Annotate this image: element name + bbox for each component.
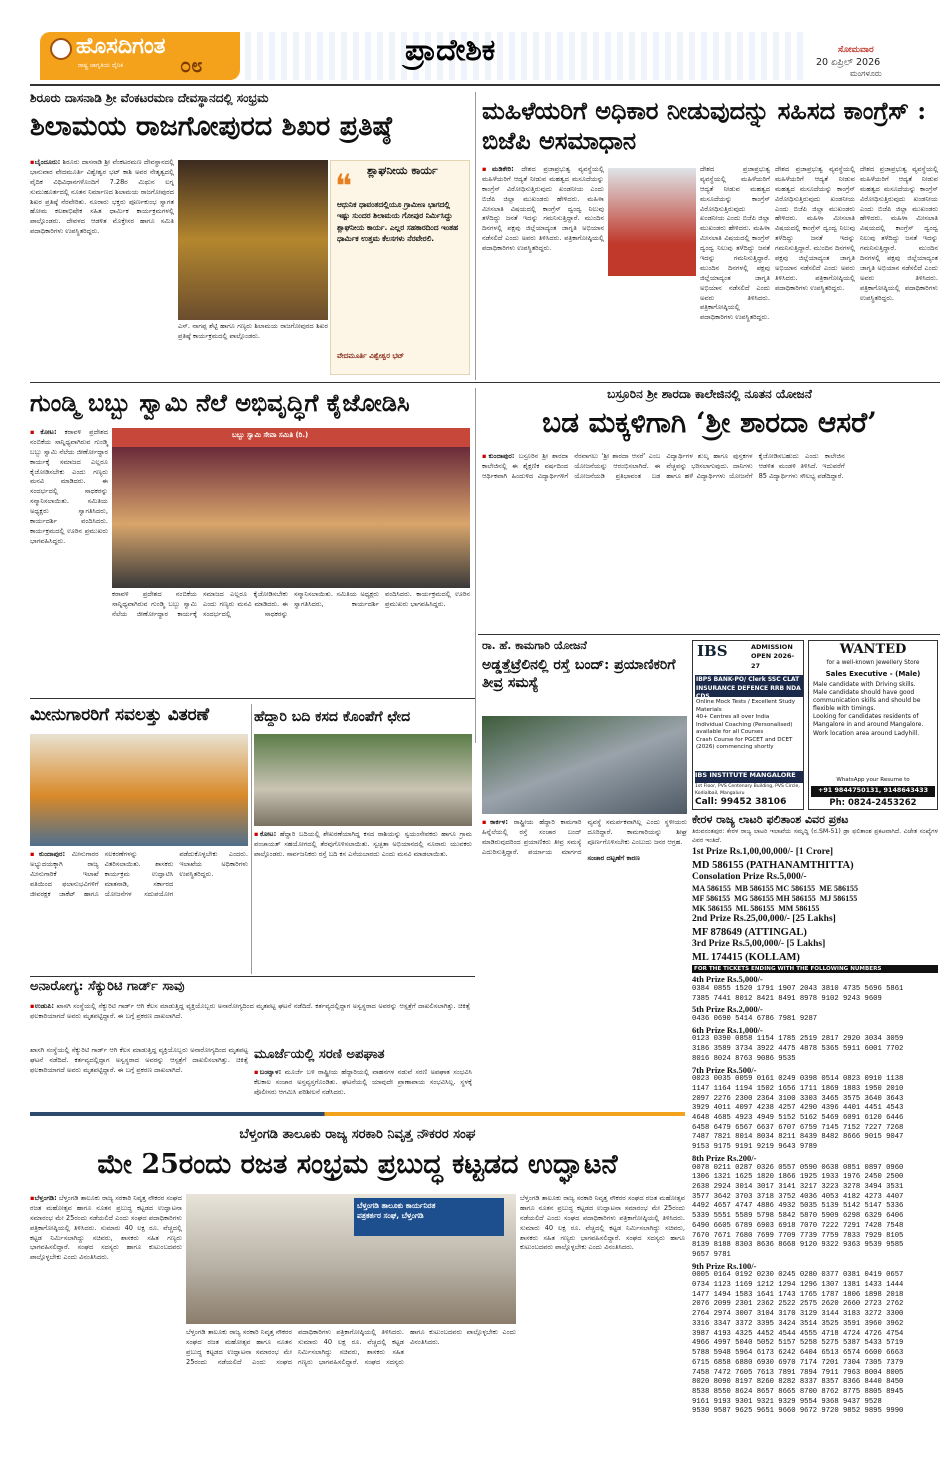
story3-text: ಕರಾವಳಿ ಪ್ರದೇಶದ ನಂಬಿಕೆಯ ಸಾನ್ನಿಧ್ಯವಾಗಿರುವ ಗುಂಡ್ಮಿ ಬಬ್ಬು ಸ್ವಾಮಿ ನೆಲೆಯ ಜೀರ್ಣೋದ್ಧಾರ ಕಾರ್ಯಕ್ಕೆ ಸಮಾಜದ ಎಲ್ಲರೂ ಕೈಜೋಡಿಸಬೇಕು ಎಂದು ಗಣ್ಯರು ಮನವಿ ಮಾಡಿದರು. ಈ ಸಂದರ್ಭದಲ್ಲಿ ಸಾಧಕರನ್ನು ಸನ್ಮಾನಿಸಲಾಯಿತು. ಸಮಿತಿಯ ಅಧ್ಯಕ್ಷರು ಸ್ವಾಗತಿಸಿದರು, ಕಾರ್ಯದರ್ಶಿ ವಂದಿಸಿದರು. ಕಾರ್ಯಕ್ರಮದಲ್ಲಿ ಊರಿನ ಪ್ರಮುಖರು ಭಾಗವಹಿಸಿದ್ದರು. — [30, 428, 108, 545]
ad-ibs-address: 1st Floor, PVS Centenary Building, PVS Circle, Kodialbail, Mangaluru — [695, 784, 800, 796]
story7-subhead: ಸಂಚಾರ ದಟ್ಟಣೆಗೆ ಕಾರಣ — [587, 853, 640, 862]
story6-dateline: ಕೋಟ: — [259, 830, 277, 838]
story10-body: ▪ಬೆಳ್ತಂಗಡಿ: ಬೆಳ್ತಂಗಡಿ ತಾಲೂಕು ರಾಜ್ಯ ಸರಕಾರಿ ನಿವೃತ್ತ ನೌಕರರ ಸಂಘದ ರಜತ ಮಹೋತ್ಸವ ಹಾಗೂ ನೂತನ ಪ್ರಬುದ್ಧ ಕಟ್ಟಡದ ಉದ್ಘಾಟನಾ ಸಮಾರಂಭ ಮೇ 25ರಂದು ನಡೆಯಲಿದೆ ಎಂದು ಸಂಘದ ಪದಾಧಿಕಾರಿಗಳು ಪತ್ರಿಕಾಗೋಷ್ಠಿಯಲ್ಲಿ ತಿಳಿಸಿದರು. ಸುಮಾರು 40 ಲಕ್ಷ ರೂ. ವೆಚ್ಚದಲ್ಲಿ ಕಟ್ಟಡ ನಿರ್ಮಿಸಲಾಗಿದ್ದು ಸಚಿವರು, ಶಾಸಕರು ಸಹಿತ ಗಣ್ಯರು ಭಾಗವಹಿಸಲಿದ್ದಾರೆ. ಸಂಘದ ಸದಸ್ಯರು ಹಾಗೂ ಕುಟುಂಬದವರು ಪಾಲ್ಗೊಳ್ಳಬೇಕು ಎಂದು ವಿನಂತಿಸಿದರು. — [30, 1194, 182, 1262]
story9-body: ▪ಬಂಟ್ವಾಳ: ಮೂರ್ಜೆ ಬಳಿ ರಾಷ್ಟ್ರೀಯ ಹೆದ್ದಾರಿಯಲ್ಲಿ ವಾಹನಗಳ ನಡುವೆ ಸರಣಿ ಅಪಘಾತ ಸಂಭವಿಸಿ ಕೆಲಕಾಲ ಸಂಚಾರ ಅಸ್ತವ್ಯಸ್ತಗೊಂಡಿತು. ಘಟನೆಯಲ್ಲಿ ಯಾವುದೇ ಪ್ರಾಣಾಪಾಯ ಸಂಭವಿಸಿಲ್ಲ. ಸ್ಥಳಕ್ಕೆ ಪೊಲೀಸರು ಆಗಮಿಸಿ ಪರಿಶೀಲನೆ ನಡೆಸಿದರು. — [254, 1068, 472, 1096]
story1-caption: ಎಸ್. ನಾಗಪ್ಪ ಶೆಟ್ಟಿ ಹಾಗೂ ಗಣ್ಯರು ಶಿಲಾಮಯ ರಾಜಗೋಪುರದ ಶಿಖರ ಪ್ರತಿಷ್ಠೆ ಕಾರ್ಯಕ್ರಮದಲ್ಲಿ ಪಾಲ್ಗೊಂಡರು. — [178, 322, 328, 340]
story5-headline: ಮೀನುಗಾರರಿಗೆ ಸವಲತ್ತು ವಿತರಣೆ — [30, 705, 210, 725]
story10-body-3: ಬೆಳ್ತಂಗಡಿ ತಾಲೂಕು ರಾಜ್ಯ ಸರಕಾರಿ ನಿವೃತ್ತ ನೌಕರರ ಸಂಘದ ರಜತ ಮಹೋತ್ಸವ ಹಾಗೂ ನೂತನ ಪ್ರಬುದ್ಧ ಕಟ್ಟಡದ ಉದ್ಘಾಟನಾ ಸಮಾರಂಭ ಮೇ 25ರಂದು ನಡೆಯಲಿದೆ ಎಂದು ಸಂಘದ ಪದಾಧಿಕಾರಿಗಳು ಪತ್ರಿಕಾಗೋಷ್ಠಿಯಲ್ಲಿ ತಿಳಿಸಿದರು. ಸುಮಾರು 40 ಲಕ್ಷ ರೂ. ವೆಚ್ಚದಲ್ಲಿ ಕಟ್ಟಡ ನಿರ್ಮಿಸಲಾಗಿದ್ದು ಸಚಿವರು, ಶಾಸಕರು ಸಹಿತ ಗಣ್ಯರು ಭಾಗವಹಿಸಲಿದ್ದಾರೆ. ಸಂಘದ ಸದಸ್ಯರು ಹಾಗೂ ಕುಟುಂಬದವರು ಪಾಲ್ಗೊಳ್ಳಬೇಕು ಎಂದು ವಿನಂತಿಸಿದರು. — [520, 1194, 685, 1252]
story7-dateline: ಕಾರ್ಕಳ: — [490, 818, 508, 826]
rule-4 — [30, 976, 475, 977]
story3-body: ▪ಕೋಟ: ಕರಾವಳಿ ಪ್ರದೇಶದ ನಂಬಿಕೆಯ ಸಾನ್ನಿಧ್ಯವಾಗಿರುವ ಗುಂಡ್ಮಿ ಬಬ್ಬು ಸ್ವಾಮಿ ನೆಲೆಯ ಜೀರ್ಣೋದ್ಧಾರ ಕಾರ್ಯಕ್ಕೆ ಸಮಾಜದ ಎಲ್ಲರೂ ಕೈಜೋಡಿಸಬೇಕು ಎಂದು ಗಣ್ಯರು ಮನವಿ ಮಾಡಿದರು. ಈ ಸಂದರ್ಭದಲ್ಲಿ ಸಾಧಕರನ್ನು ಸನ್ಮಾನಿಸಲಾಯಿತು. ಸಮಿತಿಯ ಅಧ್ಯಕ್ಷರು ಸ್ವಾಗತಿಸಿದರು, ಕಾರ್ಯದರ್ಶಿ ವಂದಿಸಿದರು. ಕಾರ್ಯಕ್ರಮದಲ್ಲಿ ಊರಿನ ಪ್ರಮುಖರು ಭಾಗವಹಿಸಿದ್ದರು. — [30, 428, 108, 545]
story3-photo — [112, 428, 470, 588]
ad-ibs-phone[interactable]: Call: 99452 38106 — [695, 797, 787, 807]
story6-text: ಹೆದ್ದಾರಿ ಬದಿಯಲ್ಲಿ ಶೇಖರಣೆಯಾಗಿದ್ದ ಕಸದ ರಾಶಿಯನ್ನು ಸ್ವಯಂಸೇವಕರು ಹಾಗೂ ಗ್ರಾಮ ಪಂಚಾಯತ್ ಸಹಯೋಗದಲ್ಲಿ ತೆರವುಗೊಳಿಸಲಾಯಿತು. ಸ್ವಚ್ಛತಾ ಅಭಿಯಾನದಲ್ಲಿ ನೂರಾರು ಯುವಕರು ಪಾಲ್ಗೊಂಡರು. ಸಾರ್ವಜನಿಕರು ರಸ್ತೆ ಬದಿ ಕಸ ಎಸೆಯಬಾರದು ಎಂದು ಮನವಿ ಮಾಡಲಾಯಿತು. — [254, 830, 472, 858]
story2-text: ದೇಶದ ಪ್ರಜಾಪ್ರಭುತ್ವ ವ್ಯವಸ್ಥೆಯಲ್ಲಿ ಮಹಿಳೆಯರಿಗೆ ಆದ್ಯತೆ ನೀಡುವ ಮಹತ್ವದ ಮಸೂದೆಯನ್ನು ಕಾಂಗ್ರೆಸ್ ವಿರೋಧಿಸುತ್ತಿರುವುದು ಖಂಡನೀಯ ಎಂದು ಬಿಜೆಪಿ ಜಿಲ್ಲಾ ಮುಖಂಡರು ಹೇಳಿದರು. ಮಹಿಳಾ ಮೀಸಲಾತಿ ವಿಷಯದಲ್ಲಿ ಕಾಂಗ್ರೆಸ್ ದ್ವಂದ್ವ ನಿಲುವು ತಳೆದಿದ್ದು ಜನತೆ ಇದನ್ನು ಗಮನಿಸುತ್ತಿದ್ದಾರೆ. ಮುಂದಿನ ದಿನಗಳಲ್ಲಿ ಪಕ್ಷವು ಜಿಲ್ಲೆಯಾದ್ಯಂತ ಜಾಗೃತಿ ಅಭಿಯಾನ ನಡೆಸಲಿದೆ ಎಂದು ಅವರು ತಿಳಿಸಿದರು. ಪತ್ರಿಕಾಗೋಷ್ಠಿಯಲ್ಲಿ ಪದಾಧಿಕಾರಿಗಳು ಉಪಸ್ಥಿತರಿದ್ದರು. — [482, 165, 604, 253]
story6-photo — [254, 734, 472, 826]
story1-headline: ಶಿಲಾಮಯ ರಾಜಗೋಪುರದ ಶಿಖರ ಪ್ರತಿಷ್ಠೆ — [30, 111, 392, 142]
story8-headline: ಅನಾರೋಗ್ಯ: ಸೆಕ್ಯುರಿಟಿ ಗಾರ್ಡ್ ಸಾವು — [30, 979, 185, 994]
story2-body-col1: ▪ಮಡಿಕೇರಿ: ದೇಶದ ಪ್ರಜಾಪ್ರಭುತ್ವ ವ್ಯವಸ್ಥೆಯಲ್ಲಿ ಮಹಿಳೆಯರಿಗೆ ಆದ್ಯತೆ ನೀಡುವ ಮಹತ್ವದ ಮಸೂದೆಯನ್ನು ಕಾಂಗ್ರೆಸ್ ವಿರೋಧಿಸುತ್ತಿರುವುದು ಖಂಡನೀಯ ಎಂದು ಬಿಜೆಪಿ ಜಿಲ್ಲಾ ಮುಖಂಡರು ಹೇಳಿದರು. ಮಹಿಳಾ ಮೀಸಲಾತಿ ವಿಷಯದಲ್ಲಿ ಕಾಂಗ್ರೆಸ್ ದ್ವಂದ್ವ ನಿಲುವು ತಳೆದಿದ್ದು ಜನತೆ ಇದನ್ನು ಗಮನಿಸುತ್ತಿದ್ದಾರೆ. ಮುಂದಿನ ದಿನಗಳಲ್ಲಿ ಪಕ್ಷವು ಜಿಲ್ಲೆಯಾದ್ಯಂತ ಜಾಗೃತಿ ಅಭಿಯಾನ ನಡೆಸಲಿದೆ ಎಂದು ಅವರು ತಿಳಿಸಿದರು. ಪತ್ರಿಕಾಗೋಷ್ಠಿಯಲ್ಲಿ ಪದಾಧಿಕಾರಿಗಳು ಉಪಸ್ಥಿತರಿದ್ದರು. — [482, 165, 604, 253]
ad-wanted-role: Sales Executive - (Male) — [825, 670, 921, 678]
story1-body: ▪ಬೈಂದೂರು: ಶಿರೂರು ದಾಸನಾಡಿ ಶ್ರೀ ವೆಂಕಟರಮಣ ದೇವಸ್ಥಾನದಲ್ಲಿ ಭಾನುವಾರ ವೇದಮೂರ್ತಿ ವಿಶ್ವೇಶ್ವರ ಭಟ್ ಕಾಶಿ ಅವರ ನೇತೃತ್ವದಲ್ಲಿ ವೈದಿಕ ವಿಧಿವಿಧಾನಗಳೊಂದಿಗೆ 7.28ರ ಮಿಥುನ ಲಗ್ನ ಸುಮುಹೂರ್ತದಲ್ಲಿ ನೂತನ ನಿರ್ಮಾಣದ ಶಿಲಾಮಯ ರಾಜಗೋಪುರದ ಶಿಖರ ಪ್ರತಿಷ್ಠೆ ನೆರವೇರಿತು. ನೂರಾರು ಭಕ್ತರು ಪೂರ್ಣಕುಂಭ ಸ್ವಾಗತ ಹೋಮ ಕಲಶಾಭಿಷೇಕ ಸಹಿತ ಧಾರ್ಮಿಕ ಕಾರ್ಯಕ್ರಮಗಳಲ್ಲಿ ಪಾಲ್ಗೊಂಡರು. ದೇವಳದ ಆಡಳಿತ ಮೊಕ್ತೇಸರ ಹಾಗೂ ಸಮಿತಿ ಪದಾಧಿಕಾರಿಗಳು ಉಪಸ್ಥಿತರಿದ್ದರು. — [30, 158, 174, 236]
logo: ಹೊಸದಿಗಂತ — [76, 33, 166, 59]
col-divider-low — [251, 704, 252, 974]
lottery-title: ಕೇರಳ ರಾಜ್ಯ ಲಾಟರಿ ಫಲಿತಾಂಶ ವಿವರ ಪ್ರಕಟ — [692, 813, 849, 826]
story3-headline: ಗುಂಡ್ಮಿ ಬಬ್ಬು ಸ್ವಾಮಿ ನೆಲೆ ಅಭಿವೃದ್ಧಿಗೆ ಕೈಜೋಡಿಸಿ — [30, 388, 410, 417]
masthead-rule — [30, 84, 940, 86]
ad-wanted-title: WANTED — [839, 642, 907, 657]
story5-text: ಮೀನುಗಾರರ ಅಭ್ಯುದಯಕ್ಕಾಗಿ ರಾಜ್ಯ ಮೀನುಗಾರಿಕೆ ಇಲಾಖೆ ವತಿಯಿಂದ ಫಲಾನುಭವಿಗಳಿಗೆ ಜೀವರಕ್ಷಕ ಜಾಕೆಟ್ ಹಾಗೂ ಸಲಕರಣೆಗಳನ್ನು ವಿತರಿಸಲಾಯಿತು. ಶಾಸಕರು ಕಾರ್ಯಕ್ರಮ ಉದ್ಘಾಟಿಸಿ ಮಾತನಾಡಿ, ಸರ್ಕಾರದ ಯೋಜನೆಗಳ ಸದುಪಯೋಗ ಪಡೆದುಕೊಳ್ಳಬೇಕು ಎಂದರು. ಇಲಾಖೆಯ ಅಧಿಕಾರಿಗಳು ಉಪಸ್ಥಿತರಿದ್ದರು. — [30, 850, 248, 898]
lottery-fifth: 5th Prize Rs.2,000/- — [692, 1004, 763, 1015]
story2-dateline: ಮಡಿಕೇರಿ: — [492, 165, 514, 173]
place: ಮಂಗಳೂರು — [850, 69, 882, 78]
lottery-first-no: MD 586155 (PATHANAMTHITTA) — [692, 860, 854, 872]
ad-wanted-numbers[interactable]: +91 9844750131, 9148643433 — [811, 786, 935, 797]
story10-kicker: ಬೆಳ್ತಂಗಡಿ ತಾಲೂಕು ರಾಜ್ಯ ಸರಕಾರಿ ನಿವೃತ್ತ ನೌಕರರ ಸಂಘ — [239, 1127, 476, 1142]
date: 20 ಏಪ್ರಿಲ್ 2026 — [816, 57, 881, 68]
lottery-consolation: Consolation Prize Rs.5,000/- — [692, 872, 807, 883]
ad-ibs-point: Online Mock Tests / Excellent Study Materials — [696, 699, 796, 713]
story7-text: ರಾಷ್ಟ್ರೀಯ ಹೆದ್ದಾರಿ ಕಾಮಗಾರಿ ಹಿನ್ನೆಲೆಯಲ್ಲಿ ರಸ್ತೆ ಸಂಚಾರ ಬಂದ್ ಮಾಡಿರುವುದರಿಂದ ಪ್ರಯಾಣಿಕರು ತೀವ್ರ ಸಮಸ್ಯೆ ಎದುರಿಸುತ್ತಿದ್ದಾರೆ. ಪರ್ಯಾಯ ಮಾರ್ಗದ ವ್ಯವಸ್ಥೆ ಸಮರ್ಪಕವಾಗಿಲ್ಲ ಎಂದು ಸ್ಥಳೀಯರು ದೂರಿದ್ದಾರೆ. ಕಾಮಗಾರಿಯನ್ನು ಶೀಘ್ರ ಪೂರ್ಣಗೊಳಿಸಬೇಕು ಎಂಬುದು ಜನರ ಆಗ್ರಹ. — [482, 818, 687, 856]
masthead — [0, 0, 945, 86]
lottery-box — [692, 813, 938, 1416]
ad-wanted[interactable] — [808, 640, 938, 810]
col-divider-top — [475, 92, 476, 380]
story5-body: ▪ಕುಂದಾಪುರ: ಮೀನುಗಾರರ ಅಭ್ಯುದಯಕ್ಕಾಗಿ ರಾಜ್ಯ ಮೀನುಗಾರಿಕೆ ಇಲಾಖೆ ವತಿಯಿಂದ ಫಲಾನುಭವಿಗಳಿಗೆ ಜೀವರಕ್ಷಕ ಜಾಕೆಟ್ ಹಾಗೂ ಸಲಕರಣೆಗಳನ್ನು ವಿತರಿಸಲಾಯಿತು. ಶಾಸಕರು ಕಾರ್ಯಕ್ರಮ ಉದ್ಘಾಟಿಸಿ ಮಾತನಾಡಿ, ಸರ್ಕಾರದ ಯೋಜನೆಗಳ ಸದುಪಯೋಗ ಪಡೆದುಕೊಳ್ಳಬೇಕು ಎಂದರು. ಇಲಾಖೆಯ ಅಧಿಕಾರಿಗಳು ಉಪಸ್ಥಿತರಿದ್ದರು. — [30, 850, 248, 898]
ad-wanted-sub: for a well-known Jewellery Store — [826, 660, 920, 666]
story8-dateline: ಉಡುಪಿ: — [34, 1002, 55, 1010]
story7-headline: ಅಡ್ಡತ್ತೆಟ್ರೆಲಿನಲ್ಲಿ ರಸ್ತೆ ಬಂದ್: ಪ್ರಯಾಣಿಕರಿಗೆ ತೀವ್ರ ಸಮಸ್ಯೆ — [482, 657, 676, 692]
story10-dateline: ಬೆಳ್ತಂಗಡಿ: — [34, 1194, 57, 1202]
day: ಸೋಮವಾರ — [838, 45, 874, 55]
ad-wanted-whatsapp: WhatsApp your Resume to — [836, 777, 910, 783]
lottery-third: 3rd Prize Rs.5,00,000/- [5 Lakhs] — [692, 939, 826, 950]
ad-ibs-courses: IBPS BANK-PO/ Clerk SSC CLAT INSURANCE DEFENCE RRB NDA CDS — [695, 675, 803, 697]
story1-photo — [178, 160, 328, 320]
story8-text: ಖಾಸಗಿ ಸಂಸ್ಥೆಯಲ್ಲಿ ಸೆಕ್ಯುರಿಟಿ ಗಾರ್ಡ್ ಆಗಿ ಕೆಲಸ ಮಾಡುತ್ತಿದ್ದ ವ್ಯಕ್ತಿಯೊಬ್ಬರು ಅನಾರೋಗ್ಯದಿಂದ ಮೃತಪಟ್ಟ ಘಟನೆ ನಡೆದಿದೆ. ಕರ್ತವ್ಯದಲ್ಲಿದ್ದಾಗ ಅಸ್ವಸ್ಥರಾದ ಅವರನ್ನು ಆಸ್ಪತ್ರೆಗೆ ದಾಖಲಿಸಲಾಗಿತ್ತು. ಚಿಕಿತ್ಸೆ ಫಲಕಾರಿಯಾಗದೆ ಅವರು ಮೃತಪಟ್ಟಿದ್ದಾರೆ. ಈ ಬಗ್ಗೆ ಪ್ರಕರಣ ದಾಖಲಾಗಿದೆ. — [30, 1002, 470, 1020]
story8-body-cont: ಖಾಸಗಿ ಸಂಸ್ಥೆಯಲ್ಲಿ ಸೆಕ್ಯುರಿಟಿ ಗಾರ್ಡ್ ಆಗಿ ಕೆಲಸ ಮಾಡುತ್ತಿದ್ದ ವ್ಯಕ್ತಿಯೊಬ್ಬರು ಅನಾರೋಗ್ಯದಿಂದ ಮೃತಪಟ್ಟ ಘಟನೆ ನಡೆದಿದೆ. ಕರ್ತವ್ಯದಲ್ಲಿದ್ದಾಗ ಅಸ್ವಸ್ಥರಾದ ಅವರನ್ನು ಆಸ್ಪತ್ರೆಗೆ ದಾಖಲಿಸಲಾಗಿತ್ತು. ಚಿಕಿತ್ಸೆ ಫಲಕಾರಿಯಾಗದೆ ಅವರು ಮೃತಪಟ್ಟಿದ್ದಾರೆ. ಈ ಬಗ್ಗೆ ಪ್ರಕರಣ ದಾಖಲಾಗಿದೆ. — [30, 1046, 248, 1074]
story2-body-col3: ದೇಶದ ಪ್ರಜಾಪ್ರಭುತ್ವ ವ್ಯವಸ್ಥೆಯಲ್ಲಿ ಮಹಿಳೆಯರಿಗೆ ಆದ್ಯತೆ ನೀಡುವ ಮಹತ್ವದ ಮಸೂದೆಯನ್ನು ಕಾಂಗ್ರೆಸ್ ವಿರೋಧಿಸುತ್ತಿರುವುದು ಖಂಡನೀಯ ಎಂದು ಬಿಜೆಪಿ ಜಿಲ್ಲಾ ಮುಖಂಡರು ಹೇಳಿದರು. ಮಹಿಳಾ ಮೀಸಲಾತಿ ವಿಷಯದಲ್ಲಿ ಕಾಂಗ್ರೆಸ್ ದ್ವಂದ್ವ ನಿಲುವು ತಳೆದಿದ್ದು ಜನತೆ ಇದನ್ನು ಗಮನಿಸುತ್ತಿದ್ದಾರೆ. ಮುಂದಿನ ದಿನಗಳಲ್ಲಿ ಪಕ್ಷವು ಜಿಲ್ಲೆಯಾದ್ಯಂತ ಜಾಗೃತಿ ಅಭಿಯಾನ ನಡೆಸಲಿದೆ ಎಂದು ಅವರು ತಿಳಿಸಿದರು. ಪತ್ರಿಕಾಗೋಷ್ಠಿಯಲ್ಲಿ ಪದಾಧಿಕಾರಿಗಳು ಉಪಸ್ಥಿತರಿದ್ದರು. — [775, 165, 855, 292]
story9-text: ಮೂರ್ಜೆ ಬಳಿ ರಾಷ್ಟ್ರೀಯ ಹೆದ್ದಾರಿಯಲ್ಲಿ ವಾಹನಗಳ ನಡುವೆ ಸರಣಿ ಅಪಘಾತ ಸಂಭವಿಸಿ ಕೆಲಕಾಲ ಸಂಚಾರ ಅಸ್ತವ್ಯಸ್ತಗೊಂಡಿತು. ಘಟನೆಯಲ್ಲಿ ಯಾವುದೇ ಪ್ರಾಣಾಪಾಯ ಸಂಭವಿಸಿಲ್ಲ. ಸ್ಥಳಕ್ಕೆ ಪೊಲೀಸರು ಆಗಮಿಸಿ ಪರಿಶೀಲನೆ ನಡೆಸಿದರು. — [254, 1068, 472, 1096]
story10-text: ಬೆಳ್ತಂಗಡಿ ತಾಲೂಕು ರಾಜ್ಯ ಸರಕಾರಿ ನಿವೃತ್ತ ನೌಕರರ ಸಂಘದ ರಜತ ಮಹೋತ್ಸವ ಹಾಗೂ ನೂತನ ಪ್ರಬುದ್ಧ ಕಟ್ಟಡದ ಉದ್ಘಾಟನಾ ಸಮಾರಂಭ ಮೇ 25ರಂದು ನಡೆಯಲಿದೆ ಎಂದು ಸಂಘದ ಪದಾಧಿಕಾರಿಗಳು ಪತ್ರಿಕಾಗೋಷ್ಠಿಯಲ್ಲಿ ತಿಳಿಸಿದರು. ಸುಮಾರು 40 ಲಕ್ಷ ರೂ. ವೆಚ್ಚದಲ್ಲಿ ಕಟ್ಟಡ ನಿರ್ಮಿಸಲಾಗಿದ್ದು ಸಚಿವರು, ಶಾಸಕರು ಸಹಿತ ಗಣ್ಯರು ಭಾಗವಹಿಸಲಿದ್ದಾರೆ. ಸಂಘದ ಸದಸ್ಯರು ಹಾಗೂ ಕುಟುಂಬದವರು ಪಾಲ್ಗೊಳ್ಳಬೇಕು ಎಂದು ವಿನಂತಿಸಿದರು. — [30, 1194, 182, 1262]
story10-banner-line2: ಪತ್ರಕರ್ತರ ಸಂಘ, ಬೆಳ್ತಂಗಡಿ — [357, 1211, 424, 1221]
ad-ibs-point: Crash Course for PGCET and DCET (2026) commencing shortly — [696, 736, 793, 751]
logo-icon — [50, 38, 72, 60]
ad-ibs-point: Individual Coaching (Personalised) available for all Courses — [696, 721, 793, 736]
lottery-fourth: 4th Prize Rs.5,000/- — [692, 974, 763, 985]
lottery-for-tickets: FOR THE TICKETS ENDING WITH THE FOLLOWING NUMBERS — [692, 965, 938, 973]
story6-headline: ಹೆದ್ದಾರಿ ಬದಿ ಕಸದ ಕೊಂಪೆಗೆ ಛೇದ — [254, 709, 411, 725]
section-title: ಪ್ರಾದೇಶಿಕ — [405, 33, 496, 68]
story3-banner: ಬಬ್ಬು ಸ್ವಾಮಿ ಸೇವಾ ಸಮಿತಿ (ರಿ.) — [232, 431, 309, 439]
logo-tagline: ರಾಷ್ಟ್ರ ಜಾಗೃತಿಯ ದೈನಿಕ — [78, 62, 124, 69]
ad-wanted-phone[interactable]: Ph: 0824-2453262 — [829, 798, 917, 808]
lottery-sixth: 6th Prize Rs.1,000/- — [692, 1024, 763, 1035]
story7-kicker: ರಾ. ಹೆ. ಕಾಮಗಾರಿ ಯೋಜನೆ — [482, 639, 587, 652]
lottery-second: 2nd Prize Rs.25,00,000/- [25 Lakhs] — [692, 914, 836, 925]
quote-text: ಆಧುನಿಕ ಧಾವಂತದಲ್ಲಿಯೂ ಗ್ರಾಮೀಣ ಭಾಗದಲ್ಲಿ ಇಷ್ಟು ಸುಂದರ ಶಿಲಾಮಯ ಗೋಪುರ ನಿರ್ಮಿಸಿದ್ದು ಶ್ಲಾಘನೀಯ ಕಾರ್ಯ. ಎಲ್ಲರ ಸಹಕಾರದಿಂದ ಇಂತಹ ಧಾರ್ಮಿಕ ಉತ್ತಮ ಕೆಲಸಗಳು ನೆರವೇರಲಿ. — [337, 200, 459, 244]
lottery-ninth-nos: 0005 0164 0192 0230 0245 0280 0377 0381 0419 0657 0734 1123 1169 1212 1294 1296 1307 1381 1433 1444 1477 1494 1583 1641 1743 1765 1787 1806 1898 2018 2076 2099 2301 2362 2522 2575 2620 2660 2723 2762 2764 2974 3007 3104 3170 3129 3144 3183 3272 3300 3316 3347 3372 3395 3424 3514 3525 3591 3960 3962 3987 4193 4325 4452 4544 4555 4718 4724 4726 4754 4966 4997 5040 5052 5157 5258 5275 5387 5433 5719 5788 5948 5964 6173 6242 6404 6513 6574 6600 6663 6715 6858 6880 6930 6970 7174 7201 7304 7305 7379 7458 7472 7605 7613 7891 7894 7911 7963 8004 8005 8020 8090 8197 8260 8282 8337 8357 8366 8440 8450 8538 8550 8624 8657 8665 8700 8762 8775 8805 8945 9161 9193 9301 9321 9329 9554 9368 9437 9528 9530 9587 9625 9651 9660 9672 9720 9852 9895 9990 — [692, 1271, 904, 1416]
quote-icon: ❝ — [335, 167, 353, 205]
story2-photo — [608, 168, 696, 276]
lottery-consolation-nos: MA 586155 MB 586155 MC 586155 ME 586155 MF 586155 MG 586155 MH 586155 MJ 586155 MK 586155 ML 586155 MM 586155 — [692, 884, 858, 914]
story1-dateline: ಬೈಂದೂರು: — [34, 158, 61, 166]
lottery-eighth: 8th Prize Rs.200/- — [692, 1152, 757, 1163]
lottery-seventh: 7th Prize Rs.500/- — [692, 1064, 757, 1075]
story4-text: ಬಸ್ರೂರಿನ ಶ್ರೀ ಶಾರದಾ ಕಾಲೇಜಿನಲ್ಲಿ ಈ ಶೈಕ್ಷಣಿಕ ವರ್ಷದಿಂದ ಆರ್ಥಿಕವಾಗಿ ಹಿಂದುಳಿದ ವಿದ್ಯಾರ್ಥಿಗಳಿಗೆ ನೆರವಾಗಲು ‘ಶ್ರೀ ಶಾರದಾ ಆಸರೆ’ ಎಂಬ ಯೋಜನೆಯನ್ನು ಆರಂಭಿಸಲಾಗಿದೆ. ಈ ಯೋಜನೆಯಡಿ ಪ್ರತಿಭಾವಂತ ಬಡ ವಿದ್ಯಾರ್ಥಿಗಳ ಶುಲ್ಕ ಹಾಗೂ ಪುಸ್ತಕಗಳ ವೆಚ್ಚವನ್ನು ಭರಿಸಲಾಗುವುದು. ದಾನಿಗಳು ಹಾಗೂ ಹಳೆ ವಿದ್ಯಾರ್ಥಿಗಳು ಯೋಜನೆಗೆ ಕೈಜೋಡಿಸಬಹುದು ಎಂದು ಕಾಲೇಜಿನ ಆಡಳಿತ ಮಂಡಳಿ ತಿಳಿಸಿದೆ. ಇದುವರೆಗೆ 85 ವಿದ್ಯಾರ್ಥಿಗಳು ಸೌಲಭ್ಯ ಪಡೆದಿದ್ದಾರೆ. — [482, 452, 845, 480]
story10-body-2: ಬೆಳ್ತಂಗಡಿ ತಾಲೂಕು ರಾಜ್ಯ ಸರಕಾರಿ ನಿವೃತ್ತ ನೌಕರರ ಸಂಘದ ರಜತ ಮಹೋತ್ಸವ ಹಾಗೂ ನೂತನ ಪ್ರಬುದ್ಧ ಕಟ್ಟಡದ ಉದ್ಘಾಟನಾ ಸಮಾರಂಭ ಮೇ 25ರಂದು ನಡೆಯಲಿದೆ ಎಂದು ಸಂಘದ ಪದಾಧಿಕಾರಿಗಳು ಪತ್ರಿಕಾಗೋಷ್ಠಿಯಲ್ಲಿ ತಿಳಿಸಿದರು. ಸುಮಾರು 40 ಲಕ್ಷ ರೂ. ವೆಚ್ಚದಲ್ಲಿ ಕಟ್ಟಡ ನಿರ್ಮಿಸಲಾಗಿದ್ದು ಸಚಿವರು, ಶಾಸಕರು ಸಹಿತ ಗಣ್ಯರು ಭಾಗವಹಿಸಲಿದ್ದಾರೆ. ಸಂಘದ ಸದಸ್ಯರು ಹಾಗೂ ಕುಟುಂಬದವರು ಪಾಲ್ಗೊಳ್ಳಬೇಕು ಎಂದು ವಿನಂತಿಸಿದರು. — [186, 1328, 516, 1366]
lottery-intro: ತಿರುವನಂತಪುರ: ಕೇರಳ ರಾಜ್ಯ ಲಾಟರಿ ಇಲಾಖೆಯ ಸಮೃದ್ಧಿ (ನ.SM-51) ಡ್ರಾ ಫಲಿತಾಂಶ ಪ್ರಕಟವಾಗಿದೆ. ವಿಜೇತ ಸಂಖ್ಯೆಗಳ ವಿವರ ಇಂತಿದೆ. — [692, 828, 938, 844]
story10-band — [30, 1112, 685, 1116]
story4-kicker: ಬಸ್ರೂರಿನ ಶ್ರೀ ಶಾರದಾ ಕಾಲೇಜಿನಲ್ಲಿ ನೂತನ ಯೋಜನೆ — [607, 387, 812, 401]
lottery-sixth-nos: 0123 0390 0858 1154 1785 2519 2817 2920 3034 3059 3186 3589 3734 3922 4475 4878 5365 5911 6001 7702 8016 8024 8763 9086 9535 — [692, 1035, 904, 1063]
story3-dateline: ಕೋಟ: — [40, 428, 57, 436]
story1-quote-box — [330, 160, 470, 375]
lottery-fifth-nos: 0436 0690 5414 6786 7981 9287 — [692, 1015, 818, 1024]
col-divider-mid — [475, 388, 476, 743]
story2-headline: ಮಹಿಳೆಯರಿಗೆ ಅಧಿಕಾರ ನೀಡುವುದನ್ನು ಸಹಿಸದ ಕಾಂಗ್ರೆಸ್ : ಬಿಜೆಪಿ ಅಸಮಾಧಾನ — [482, 96, 927, 155]
story5-dateline: ಕುಂದಾಪುರ: — [39, 850, 66, 858]
lottery-ninth: 9th Prize Rs.100/- — [692, 1260, 757, 1271]
ad-ibs-institute: IBS INSTITUTE MANGALORE — [695, 771, 803, 783]
story4-headline: ಬಡ ಮಕ್ಕಳಿಗಾಗಿ ‘ಶ್ರೀ ಶಾರದಾ ಆಸರೆ’ — [542, 406, 877, 439]
page-number: ೦೮ — [180, 53, 203, 77]
story7-photo — [482, 716, 687, 814]
ad-wanted-points — [813, 681, 935, 775]
story4-body: ▪ಕುಂದಾಪುರ: ಬಸ್ರೂರಿನ ಶ್ರೀ ಶಾರದಾ ಕಾಲೇಜಿನಲ್ಲಿ ಈ ಶೈಕ್ಷಣಿಕ ವರ್ಷದಿಂದ ಆರ್ಥಿಕವಾಗಿ ಹಿಂದುಳಿದ ವಿದ್ಯಾರ್ಥಿಗಳಿಗೆ ನೆರವಾಗಲು ‘ಶ್ರೀ ಶಾರದಾ ಆಸರೆ’ ಎಂಬ ಯೋಜನೆಯನ್ನು ಆರಂಭಿಸಲಾಗಿದೆ. ಈ ಯೋಜನೆಯಡಿ ಪ್ರತಿಭಾವಂತ ಬಡ ವಿದ್ಯಾರ್ಥಿಗಳ ಶುಲ್ಕ ಹಾಗೂ ಪುಸ್ತಕಗಳ ವೆಚ್ಚವನ್ನು ಭರಿಸಲಾಗುವುದು. ದಾನಿಗಳು ಹಾಗೂ ಹಳೆ ವಿದ್ಯಾರ್ಥಿಗಳು ಯೋಜನೆಗೆ ಕೈಜೋಡಿಸಬಹುದು ಎಂದು ಕಾಲೇಜಿನ ಆಡಳಿತ ಮಂಡಳಿ ತಿಳಿಸಿದೆ. ಇದುವರೆಗೆ 85 ವಿದ್ಯಾರ್ಥಿಗಳು ಸೌಲಭ್ಯ ಪಡೆದಿದ್ದಾರೆ. — [482, 452, 845, 480]
story6-body: ▪ಕೋಟ: ಹೆದ್ದಾರಿ ಬದಿಯಲ್ಲಿ ಶೇಖರಣೆಯಾಗಿದ್ದ ಕಸದ ರಾಶಿಯನ್ನು ಸ್ವಯಂಸೇವಕರು ಹಾಗೂ ಗ್ರಾಮ ಪಂಚಾಯತ್ ಸಹಯೋಗದಲ್ಲಿ ತೆರವುಗೊಳಿಸಲಾಯಿತು. ಸ್ವಚ್ಛತಾ ಅಭಿಯಾನದಲ್ಲಿ ನೂರಾರು ಯುವಕರು ಪಾಲ್ಗೊಂಡರು. ಸಾರ್ವಜನಿಕರು ರಸ್ತೆ ಬದಿ ಕಸ ಎಸೆಯಬಾರದು ಎಂದು ಮನವಿ ಮಾಡಲಾಯಿತು. — [254, 830, 472, 858]
story10-banner — [354, 1198, 504, 1236]
ad-ibs-brand: IBS — [697, 642, 728, 660]
lottery-third-no: ML 174415 (KOLLAM) — [692, 952, 800, 964]
story9-dateline: ಬಂಟ್ವಾಳ: — [259, 1068, 282, 1076]
story4-dateline: ಕುಂದಾಪುರ: — [488, 452, 515, 460]
ad-ibs-admission: ADMISSION OPEN 2026-27 — [751, 643, 795, 670]
rule-3 — [30, 698, 475, 699]
ad-wanted-point: Male candidate with Driving skills. — [813, 681, 916, 688]
quote-by: ವೇದಮೂರ್ತಿ ವಿಶ್ವೇಶ್ವರ ಭಟ್ — [337, 352, 404, 360]
ad-wanted-point: Looking for candidates residents of Mangalore in and around Mangalore. — [813, 713, 924, 729]
story2-body-col2: ದೇಶದ ಪ್ರಜಾಪ್ರಭುತ್ವ ವ್ಯವಸ್ಥೆಯಲ್ಲಿ ಮಹಿಳೆಯರಿಗೆ ಆದ್ಯತೆ ನೀಡುವ ಮಹತ್ವದ ಮಸೂದೆಯನ್ನು ಕಾಂಗ್ರೆಸ್ ವಿರೋಧಿಸುತ್ತಿರುವುದು ಖಂಡನೀಯ ಎಂದು ಬಿಜೆಪಿ ಜಿಲ್ಲಾ ಮುಖಂಡರು ಹೇಳಿದರು. ಮಹಿಳಾ ಮೀಸಲಾತಿ ವಿಷಯದಲ್ಲಿ ಕಾಂಗ್ರೆಸ್ ದ್ವಂದ್ವ ನಿಲುವು ತಳೆದಿದ್ದು ಜನತೆ ಇದನ್ನು ಗಮನಿಸುತ್ತಿದ್ದಾರೆ. ಮುಂದಿನ ದಿನಗಳಲ್ಲಿ ಪಕ್ಷವು ಜಿಲ್ಲೆಯಾದ್ಯಂತ ಜಾಗೃತಿ ಅಭಿಯಾನ ನಡೆಸಲಿದೆ ಎಂದು ಅವರು ತಿಳಿಸಿದರು. ಪತ್ರಿಕಾಗೋಷ್ಠಿಯಲ್ಲಿ ಪದಾಧಿಕಾರಿಗಳು ಉಪಸ್ಥಿತರಿದ್ದರು. — [700, 165, 770, 322]
lottery-seventh-nos: 0023 0035 0059 0161 0249 0398 0514 0823 0910 1138 1147 1164 1194 1502 1656 1711 1869 1883 1950 2010 2097 2276 2300 2364 3100 3303 3465 3575 3640 3643 3929 4011 4097 4238 4257 4290 4396 4401 4451 4543 4648 4685 4923 4949 5152 5162 5469 6091 6120 6446 6458 6479 6567 6637 6707 6759 7145 7152 7227 7268 7487 7821 8014 8034 8211 8439 8482 8666 9015 9047 9153 9175 9191 9219 9643 9789 — [692, 1075, 904, 1152]
quote-title: ಶ್ಲಾಘನೀಯ ಕಾರ್ಯ — [367, 164, 438, 177]
lottery-fourth-nos: 0384 0855 1520 1791 1907 2043 3810 4735 5696 5861 7385 7441 8012 8421 8491 8978 9102 9243 9609 — [692, 984, 904, 1003]
story7-body: ▪ಕಾರ್ಕಳ: ರಾಷ್ಟ್ರೀಯ ಹೆದ್ದಾರಿ ಕಾಮಗಾರಿ ಹಿನ್ನೆಲೆಯಲ್ಲಿ ರಸ್ತೆ ಸಂಚಾರ ಬಂದ್ ಮಾಡಿರುವುದರಿಂದ ಪ್ರಯಾಣಿಕರು ತೀವ್ರ ಸಮಸ್ಯೆ ಎದುರಿಸುತ್ತಿದ್ದಾರೆ. ಪರ್ಯಾಯ ಮಾರ್ಗದ ವ್ಯವಸ್ಥೆ ಸಮರ್ಪಕವಾಗಿಲ್ಲ ಎಂದು ಸ್ಥಳೀಯರು ದೂರಿದ್ದಾರೆ. ಕಾಮಗಾರಿಯನ್ನು ಶೀಘ್ರ ಪೂರ್ಣಗೊಳಿಸಬೇಕು ಎಂಬುದು ಜನರ ಆಗ್ರಹ. ಸಂಚಾರ ದಟ್ಟಣೆಗೆ ಕಾರಣ — [482, 818, 687, 862]
story10-headline: ಮೇ 25ರಂದು ರಜತ ಸಂಭ್ರಮ ಪ್ರಬುದ್ಧ ಕಟ್ಟಡದ ಉದ್ಘಾಟನೆ — [97, 1149, 618, 1180]
story10-photo — [186, 1194, 516, 1324]
story5-photo — [30, 734, 248, 846]
lottery-eighth-nos: 0078 0211 0287 0326 0557 0590 0638 0851 0897 0960 1306 1321 1625 1820 1866 1925 1933 1976 2450 2500 2638 2924 3014 3017 3141 3217 3223 3278 3494 3531 3577 3642 3703 3718 3752 4036 4053 4182 4273 4407 4492 4657 4747 4886 4932 5035 5139 5142 5147 5336 5339 5551 5589 5798 5842 5870 5909 6298 6329 6406 6490 6605 6789 6903 6918 7070 7222 7291 7428 7548 7670 7671 7680 7699 7709 7739 7759 7833 7929 8105 8139 8188 8303 8636 8668 9120 9322 9363 9539 9585 9657 9781 — [692, 1163, 904, 1259]
ad-ibs[interactable] — [692, 640, 804, 810]
story2-body-col4: ದೇಶದ ಪ್ರಜಾಪ್ರಭುತ್ವ ವ್ಯವಸ್ಥೆಯಲ್ಲಿ ಮಹಿಳೆಯರಿಗೆ ಆದ್ಯತೆ ನೀಡುವ ಮಹತ್ವದ ಮಸೂದೆಯನ್ನು ಕಾಂಗ್ರೆಸ್ ವಿರೋಧಿಸುತ್ತಿರುವುದು ಖಂಡನೀಯ ಎಂದು ಬಿಜೆಪಿ ಜಿಲ್ಲಾ ಮುಖಂಡರು ಹೇಳಿದರು. ಮಹಿಳಾ ಮೀಸಲಾತಿ ವಿಷಯದಲ್ಲಿ ಕಾಂಗ್ರೆಸ್ ದ್ವಂದ್ವ ನಿಲುವು ತಳೆದಿದ್ದು ಜನತೆ ಇದನ್ನು ಗಮನಿಸುತ್ತಿದ್ದಾರೆ. ಮುಂದಿನ ದಿನಗಳಲ್ಲಿ ಪಕ್ಷವು ಜಿಲ್ಲೆಯಾದ್ಯಂತ ಜಾಗೃತಿ ಅಭಿಯಾನ ನಡೆಸಲಿದೆ ಎಂದು ಅವರು ತಿಳಿಸಿದರು. ಪತ್ರಿಕಾಗೋಷ್ಠಿಯಲ್ಲಿ ಪದಾಧಿಕಾರಿಗಳು ಉಪಸ್ಥಿತರಿದ್ದರು. — [860, 165, 938, 302]
story3-body-2: ಕರಾವಳಿ ಪ್ರದೇಶದ ನಂಬಿಕೆಯ ಸಾನ್ನಿಧ್ಯವಾಗಿರುವ ಗುಂಡ್ಮಿ ಬಬ್ಬು ಸ್ವಾಮಿ ನೆಲೆಯ ಜೀರ್ಣೋದ್ಧಾರ ಕಾರ್ಯಕ್ಕೆ ಸಮಾಜದ ಎಲ್ಲರೂ ಕೈಜೋಡಿಸಬೇಕು ಎಂದು ಗಣ್ಯರು ಮನವಿ ಮಾಡಿದರು. ಈ ಸಂದರ್ಭದಲ್ಲಿ ಸಾಧಕರನ್ನು ಸನ್ಮಾನಿಸಲಾಯಿತು. ಸಮಿತಿಯ ಅಧ್ಯಕ್ಷರು ಸ್ವಾಗತಿಸಿದರು, ಕಾರ್ಯದರ್ಶಿ ವಂದಿಸಿದರು. ಕಾರ್ಯಕ್ರಮದಲ್ಲಿ ಊರಿನ ಪ್ರಮುಖರು ಭಾಗವಹಿಸಿದ್ದರು. — [112, 590, 470, 618]
story1-text: ಶಿರೂರು ದಾಸನಾಡಿ ಶ್ರೀ ವೆಂಕಟರಮಣ ದೇವಸ್ಥಾನದಲ್ಲಿ ಭಾನುವಾರ ವೇದಮೂರ್ತಿ ವಿಶ್ವೇಶ್ವರ ಭಟ್ ಕಾಶಿ ಅವರ ನೇತೃತ್ವದಲ್ಲಿ ವೈದಿಕ ವಿಧಿವಿಧಾನಗಳೊಂದಿಗೆ 7.28ರ ಮಿಥುನ ಲಗ್ನ ಸುಮುಹೂರ್ತದಲ್ಲಿ ನೂತನ ನಿರ್ಮಾಣದ ಶಿಲಾಮಯ ರಾಜಗೋಪುರದ ಶಿಖರ ಪ್ರತಿಷ್ಠೆ ನೆರವೇರಿತು. ನೂರಾರು ಭಕ್ತರು ಪೂರ್ಣಕುಂಭ ಸ್ವಾಗತ ಹೋಮ ಕಲಶಾಭಿಷೇಕ ಸಹಿತ ಧಾರ್ಮಿಕ ಕಾರ್ಯಕ್ರಮಗಳಲ್ಲಿ ಪಾಲ್ಗೊಂಡರು. ದೇವಳದ ಆಡಳಿತ ಮೊಕ್ತೇಸರ ಹಾಗೂ ಸಮಿತಿ ಪದಾಧಿಕಾರಿಗಳು ಉಪಸ್ಥಿತರಿದ್ದರು. — [30, 158, 174, 236]
story1-kicker: ಶಿರೂರು ದಾಸನಾಡಿ ಶ್ರೀ ವೆಂಕಟರಮಣ ದೇವಸ್ಥಾನದಲ್ಲಿ ಸಂಭ್ರಮ — [30, 91, 269, 105]
lottery-first: 1st Prize Rs.1,00,00,000/- [1 Crore] — [692, 847, 834, 858]
ad-ibs-point: 40+ Centres all over India — [696, 714, 770, 721]
story9-headline: ಮೂರ್ಜೆಯಲ್ಲಿ ಸರಣಿ ಅಪಘಾತ — [254, 1047, 385, 1062]
ad-wanted-point: Male candidate should have good communication skills and should be flexible with timings. — [813, 689, 921, 713]
story8-body: ▪ಉಡುಪಿ: ಖಾಸಗಿ ಸಂಸ್ಥೆಯಲ್ಲಿ ಸೆಕ್ಯುರಿಟಿ ಗಾರ್ಡ್ ಆಗಿ ಕೆಲಸ ಮಾಡುತ್ತಿದ್ದ ವ್ಯಕ್ತಿಯೊಬ್ಬರು ಅನಾರೋಗ್ಯದಿಂದ ಮೃತಪಟ್ಟ ಘಟನೆ ನಡೆದಿದೆ. ಕರ್ತವ್ಯದಲ್ಲಿದ್ದಾಗ ಅಸ್ವಸ್ಥರಾದ ಅವರನ್ನು ಆಸ್ಪತ್ರೆಗೆ ದಾಖಲಿಸಲಾಗಿತ್ತು. ಚಿಕಿತ್ಸೆ ಫಲಕಾರಿಯಾಗದೆ ಅವರು ಮೃತಪಟ್ಟಿದ್ದಾರೆ. ಈ ಬಗ್ಗೆ ಪ್ರಕರಣ ದಾಖಲಾಗಿದೆ. — [30, 1002, 470, 1020]
rule-1 — [30, 382, 940, 383]
rule-2 — [478, 634, 940, 635]
lottery-second-no: MF 878649 (ATTINGAL) — [692, 927, 807, 939]
story10-banner-line1: ಬೆಳ್ತಂಗಡಿ ತಾಲೂಕು ಕಾರ್ಯನಿರತ — [357, 1201, 436, 1210]
ad-ibs-points — [696, 699, 802, 769]
ad-wanted-point: Work location area around Ladyhill. — [813, 729, 920, 737]
